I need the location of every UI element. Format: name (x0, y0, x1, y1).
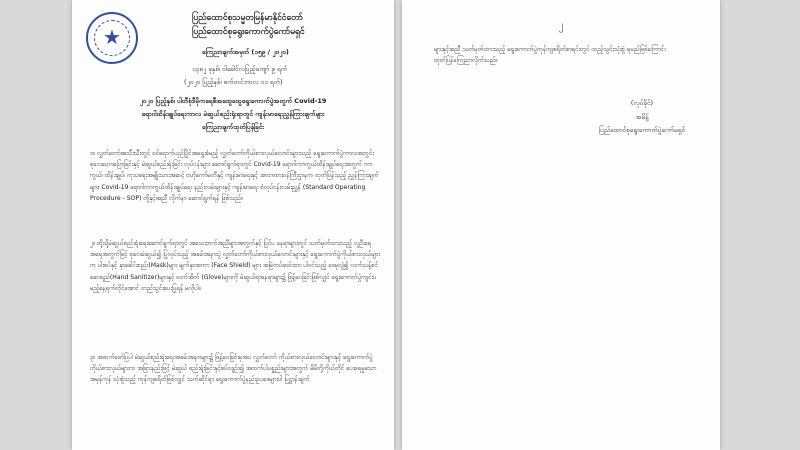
paragraph-3: ၃။ အထက်ဖော်ပြပါ မဲဆွယ်စည်းရုံးရေးအခမ်းအနားများ၌ ဖြန့်ဝေခြင်းမှအပ လွှတ်တော် ကိုယ်စားလှယ်လောင်းများနှင့် ရွေးကောက်ပွဲကိုယ်စားလှယ်များက အခြားနည်းဖြင့် မဲဆွယ် စည်းရုံးခြင်းနှင့်စပ်လျဉ်း၍ အထက်ပါပစ္စည်းများအတွက် မိမိတို့ကိုယ်တိုင် ပေးရေမှုသော အမှန်ကုန် သုံးစွဲသည့် ကုန်ကျစရိတ်ဖြစ်လျှင် သက်ဆိုင်ရာ ရွေးကောက်ပွဲနည်းဥပဒေများပါ ပြဋ္ဌာန်းချက် (90, 354, 377, 384)
paragraph-2: ၂။ ထို့သို့မဲဆွယ်စည်းရုံးရေးဆောင်ရွက်ရာတွင် အသေးဘက်အညီများအတွက်နှင့် ပြင်ပ နေရာများတွင် သတ်မှတ်ထားသည့် လူဦးရေ အရေအတွက်ဖြင့် စုဝေးမဲဆွယ်၍ ပြုလုပ်သည့် အခမ်းအနားပွဲ လွှတ်တော်ကိုယ်စားလှယ်လောင်းများနှင့် ရွေးကောက်ပွဲကိုယ်စားလှယ်များက ပါးစပ်နှင့် နှာခေါင်းစည်း(Mask)များ မျက်နှာအကာ (Face Shield) များ အမြဲတပ်ဆင်ထား ပါဝင်သည့် ဒေမှလွဲ၍ လက်သန့်စင်ဆေးရည်(Hand Sanitizer)များနှင့် လက်အိတ် (Glove)များကို မဲဆွယ်ရာနေရာများ၌ ဖြန့်ဝေခြင်းဖြစ်လျှင် ရွေးကောက်ပွဲကျင်းပမည့်နေ့ရက်တိုင်အောင် တည်သွင်းပေးပြုရန် မလိုပါ။ (90, 240, 380, 292)
title-line-3: ကြေညာချက်ထုတ်ပြန်ခြင်း (202, 123, 264, 131)
header-line-1: ပြည်ထောင်စုသမ္မတမြန်မာနိုင်ငံတော် (192, 13, 303, 23)
date-myanmar: ၁၃၈၂ ခုနှစ်၊ ဝါခေါင်လပြည့်ကျော် ၉ ရက် (192, 65, 288, 73)
document-page-2 (402, 0, 720, 450)
date-gregorian: (၂၀၂၀ ပြည့်နှစ်၊ စက်တင်ဘာလ ၁၁ ရက်) (184, 78, 283, 86)
commission-seal (86, 12, 138, 64)
document-page-1 (72, 0, 394, 450)
notice-number: ကြေညာချက်အမှတ် (၁၅၉ / ၂၀၂၀) (202, 48, 289, 56)
title-line-1: ၂၀၂၀ ပြည့်နှစ်၊ ပါတီစုံဒီမိုကရေစီအထွေထွေရွေးကောက်ပွဲအတွက် Covid-19 (139, 97, 327, 105)
seal-star-icon: ★ (103, 25, 121, 49)
page-number: ၂ (558, 20, 564, 31)
paragraph-continuation: များနှင့်အညီ သတ်မှတ်ထားသည့် ရွေးကောက်ပွဲကုန်ကျစရိတ်စာရင်းတွင် ထည့်သွင်းသုံးစွဲ ရမည်ဖြစ်ကြောင်း ထုတ်ပြန်ကြေညာလိုက်သည်။ (434, 46, 666, 65)
signature-mark: (လုပ်ခိုင်) (630, 99, 654, 107)
title-line-2: ရောဂါထိန်းချုပ်ရေးကာလ မဲဆွယ်စည်းရုံးရာတွင် ကျန်းမာရေးညွှန်ကြားချက်များ (141, 110, 325, 118)
signature-name: အမိန့် (635, 113, 649, 121)
header-line-2: ပြည်ထောင်စုရွေးကောက်ပွဲကော်မရှင် (192, 27, 305, 37)
signature-organization: ပြည်ထောင်စုရွေးကောက်ပွဲကော်မရှင် (598, 126, 686, 134)
paragraph-1: ၁။ လွှတ်တော်အသီးသီးတွင် ဝင်ရောက်ယှဉ်ပြိုင်အရွေးခံမည့် လွှတ်တော်ကိုယ်စားလှယ်လောင်းများသည် ရွေးကောက်ပွဲကာလအတွင်း စုဝေးဟောပြောခြင်းနှင့် မဲဆွယ်စည်းရုံးခြင်း လုပ်ငန်းများ ဆောင်ရွက်ရာတွင် Covid-19 ရောဂါကာကွယ်ထိန်းချုပ်ရေးအတွက် ကာကွယ်၊ ထိန်းချုပ်၊ ကုသရေးအမျိုးသားအဆင့် ဗဟိုကော်မတီနှင့် ကျန်းမာရေးနှင့် အားကစားဝန်ကြီးဌာနက ထုတ်ပြန်သည့် ညွှန်ကြားချက်များ၊ Covid-19 ရောဂါကာကွယ်ထိန်းချုပ်ရေး နည်းလမ်းများနှင့် ကျန်းမာရေး စံလုပ်ငန်းလမ်းညွှန် (Standard Operating Procedure - SOP) တို့နှင့်အညီ လိုက်နာ ဆောင်ရွက်ရန် ဖြစ်သည်။ (90, 150, 379, 202)
